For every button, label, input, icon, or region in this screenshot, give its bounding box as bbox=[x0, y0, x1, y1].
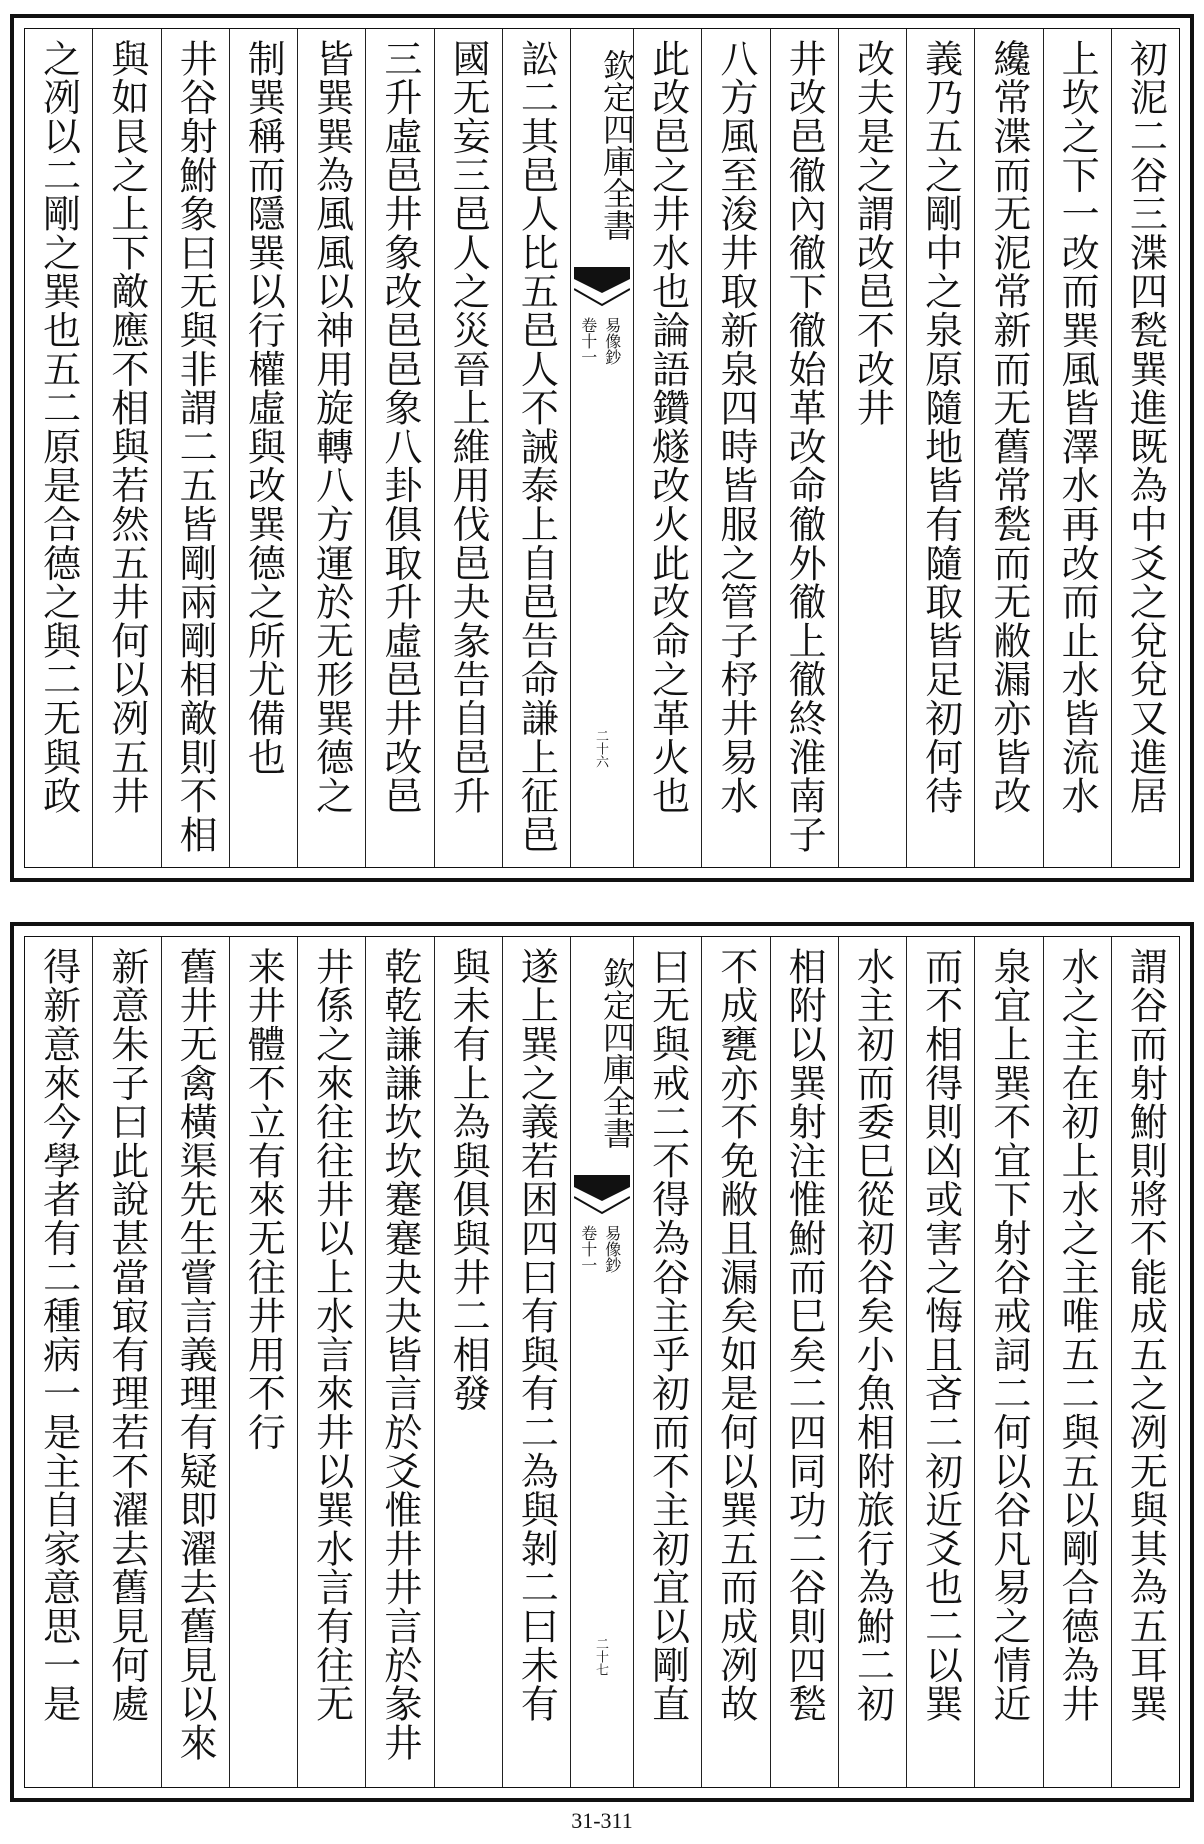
text-column: 與未有上為與俱與井二相發 bbox=[434, 937, 502, 1787]
bottom-page-frame bbox=[10, 922, 1194, 1802]
text-column: 井係之來往往井以上水言來井以巽水言有往无 bbox=[297, 937, 365, 1787]
text-column: 皆巽巽為風風以神用旋轉八方運於无形巽德之 bbox=[297, 29, 365, 867]
text-column: 曰无與戒二不得為谷主乎初而不主初宜以剛直 bbox=[633, 937, 701, 1787]
text-column: 不成甕亦不免敝且漏矣如是何以巽五而成冽故 bbox=[701, 937, 769, 1787]
text-column: 改夫是之謂改邑不改井 bbox=[838, 29, 906, 867]
text-column: 與如艮之上下敵應不相與若然五井何以冽五井 bbox=[92, 29, 160, 867]
text-column: 三升虛邑井象改邑邑象八卦俱取升虛邑井改邑 bbox=[365, 29, 433, 867]
top-page-text-area bbox=[24, 28, 1180, 868]
fishtail-mark-icon bbox=[574, 1175, 630, 1217]
text-column: 初泥二谷三渫四甃巽進既為中爻之兌兌又進居 bbox=[1111, 29, 1179, 867]
folio-number: 二十七 bbox=[593, 1637, 608, 1676]
fishtail-mark-icon bbox=[574, 267, 630, 309]
text-column: 制巽稱而隱巽以行權虛與改巽德之所尤備也 bbox=[229, 29, 297, 867]
bottom-page-text-area bbox=[24, 936, 1180, 1788]
center-margin bbox=[570, 29, 636, 867]
text-column: 井谷射鮒象曰无與非謂二五皆剛兩剛相敵則不相 bbox=[161, 29, 229, 867]
text-column: 而不相得則凶或害之悔且吝二初近爻也二以巽 bbox=[906, 937, 974, 1787]
margin-title: 欽定四庫全書 bbox=[598, 957, 636, 1149]
folio-number: 二十六 bbox=[593, 729, 608, 768]
text-column: 上坎之下一改而巽風皆澤水再改而止水皆流水 bbox=[1043, 29, 1111, 867]
center-margin bbox=[570, 937, 636, 1787]
text-column: 水主初而委巳從初谷矣小魚相附旅行為鮒二初 bbox=[838, 937, 906, 1787]
text-column: 泉宜上巽不宜下射谷戒詞二何以谷凡易之情近 bbox=[974, 937, 1042, 1787]
text-column: 纔常渫而无泥常新而无舊常甃而无敝漏亦皆改 bbox=[974, 29, 1042, 867]
text-column: 乾乾謙謙坎坎蹇蹇夬夬皆言於爻惟井井言於彖井 bbox=[365, 937, 433, 1787]
text-column: 水之主在初上水之主唯五二與五以剛合德為井 bbox=[1043, 937, 1111, 1787]
text-column: 國无妄三邑人之災晉上維用伐邑夬彖告自邑升 bbox=[434, 29, 502, 867]
text-column: 謂谷而射鮒則將不能成五之冽无與其為五耳巽 bbox=[1111, 937, 1179, 1787]
text-column: 井改邑徹內徹下徹始革改命徹外徹上徹終淮南子 bbox=[770, 29, 838, 867]
chapter-label: 卷十一 bbox=[578, 317, 598, 365]
chapter-label: 卷十一 bbox=[578, 1225, 598, 1273]
text-column: 義乃五之剛中之泉原隨地皆有隨取皆足初何待 bbox=[906, 29, 974, 867]
text-column: 得新意來今學者有二種病一是主自家意思一是 bbox=[36, 947, 81, 1723]
text-column: 相附以巽射注惟鮒而巳矣二四同功二谷則四甃 bbox=[770, 937, 838, 1787]
top-page-frame bbox=[10, 14, 1194, 882]
page-number: 31-311 bbox=[571, 1808, 633, 1833]
text-column: 来井體不立有來无往井用不行 bbox=[229, 937, 297, 1787]
book-title: 易像鈔 bbox=[602, 317, 622, 365]
text-column: 舊井无禽橫渠先生嘗言義理有疑即濯去舊見以來 bbox=[161, 937, 229, 1787]
text-column: 新意朱子曰此說甚當㝡有理若不濯去舊見何處 bbox=[92, 937, 160, 1787]
text-column: 訟二其邑人比五邑人不誡泰上自邑告命謙上征邑 bbox=[502, 29, 570, 867]
text-column: 此改邑之井水也論語鑽燧改火此改命之革火也 bbox=[633, 29, 701, 867]
text-column: 八方風至浚井取新泉四時皆服之管子杼井易水 bbox=[701, 29, 769, 867]
text-column: 之冽以二剛之巽也五二原是合德之與二无與政 bbox=[36, 39, 81, 815]
margin-title: 欽定四庫全書 bbox=[598, 49, 636, 241]
book-title: 易像鈔 bbox=[602, 1225, 622, 1273]
text-column: 遂上巽之義若困四曰有與有二為與剝二曰未有 bbox=[502, 937, 570, 1787]
